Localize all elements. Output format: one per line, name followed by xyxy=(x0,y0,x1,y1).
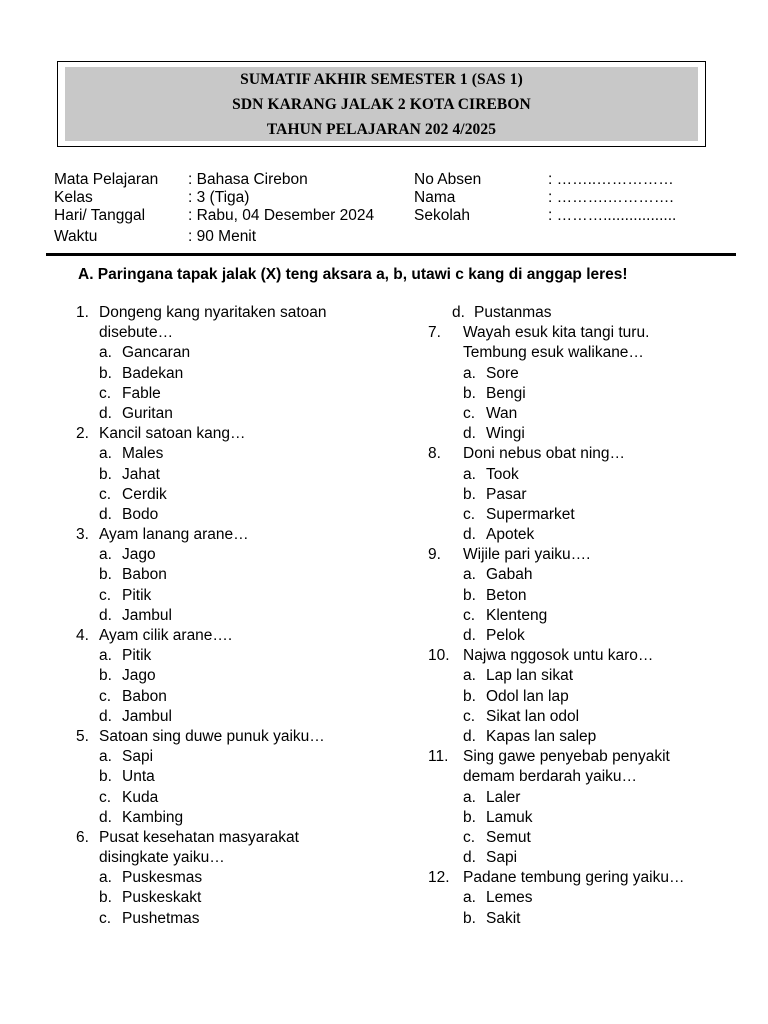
option-text: Wan xyxy=(486,404,518,422)
option-text: Cerdik xyxy=(122,485,167,503)
option-letter: d. xyxy=(99,707,112,725)
option-letter: b. xyxy=(463,808,476,826)
question-number: 1. xyxy=(76,304,89,321)
option-text: Pustanmas xyxy=(474,304,552,321)
option-text: Jago xyxy=(122,546,156,564)
question-text: Najwa nggosok untu karo… xyxy=(463,647,654,665)
option-letter: d. xyxy=(99,505,112,523)
question-text: Wijile pari yaiku…. xyxy=(463,546,591,564)
question-text: Padane tembung gering yaiku… xyxy=(463,869,685,887)
option-letter: b. xyxy=(463,384,476,402)
question-number: 10. xyxy=(428,647,450,665)
option-letter: c. xyxy=(463,505,476,523)
section-instruction: A. Paringana tapak jalak (X) teng aksara a, b, utawi c kang di anggap leres! xyxy=(78,266,628,283)
option-text: Pushetmas xyxy=(122,909,200,927)
option-text: Sapi xyxy=(486,849,518,867)
option-letter: a. xyxy=(463,667,476,685)
option-letter: a. xyxy=(463,566,476,584)
school-field[interactable]: : ………................. xyxy=(548,207,677,224)
option-letter: d. xyxy=(99,808,112,826)
header-banner xyxy=(65,67,698,141)
question-number: 7. xyxy=(428,324,441,342)
option-letter: d. xyxy=(463,849,476,867)
option-text: Kambing xyxy=(122,808,184,826)
option-letter: c. xyxy=(99,586,112,604)
option-text: Lamuk xyxy=(486,808,533,826)
option-text: Apotek xyxy=(486,526,535,544)
question-text: demam berdarah yaiku… xyxy=(463,768,638,786)
option-text: Gancaran xyxy=(122,344,191,362)
option-letter: d. xyxy=(452,304,465,321)
time-label: Waktu xyxy=(54,228,98,245)
question-number: 11. xyxy=(428,748,449,766)
question-number: 2. xyxy=(76,425,89,443)
exam-title: SUMATIF AKHIR SEMESTER 1 (SAS 1) xyxy=(240,70,523,88)
option-letter: b. xyxy=(99,667,112,685)
option-text: Gabah xyxy=(486,566,533,584)
option-letter: d. xyxy=(99,606,112,624)
option-text: Males xyxy=(122,445,164,463)
option-text: Pitik xyxy=(122,647,152,665)
option-text: Pasar xyxy=(486,485,527,503)
question-text: Tembung esuk walikane… xyxy=(463,344,644,362)
option-text: Wingi xyxy=(486,425,525,443)
option-letter: b. xyxy=(99,768,112,786)
option-letter: c. xyxy=(99,909,112,927)
option-text: Babon xyxy=(122,687,167,705)
option-letter: a. xyxy=(463,364,476,382)
option-letter: b. xyxy=(463,586,476,604)
option-text: Jahat xyxy=(122,465,160,483)
option-letter: b. xyxy=(463,485,476,503)
option-letter: d. xyxy=(463,627,476,644)
option-text: Klenteng xyxy=(486,606,548,624)
class-label: Kelas xyxy=(54,189,93,206)
option-letter: c. xyxy=(99,485,112,503)
option-text: Bengi xyxy=(486,384,526,402)
option-text: Supermarket xyxy=(486,505,575,523)
option-letter: b. xyxy=(463,687,476,705)
question-number: 9. xyxy=(428,546,441,564)
option-text: Odol lan lap xyxy=(486,687,569,705)
option-letter: c. xyxy=(463,606,476,624)
option-text: Took xyxy=(486,465,519,483)
question-text: Satoan sing duwe punuk yaiku… xyxy=(99,727,325,745)
option-letter: c. xyxy=(463,404,476,422)
option-text: Pelok xyxy=(486,627,525,644)
option-letter: a. xyxy=(99,748,112,766)
question-text: Dongeng kang nyaritaken satoan xyxy=(99,304,327,321)
option-text: Sore xyxy=(486,364,519,382)
question-number: 3. xyxy=(76,526,89,544)
option-text: Puskesmas xyxy=(122,869,203,887)
date-label: Hari/ Tanggal xyxy=(54,207,146,224)
academic-year: TAHUN PELAJARAN 202 4/2025 xyxy=(266,120,497,138)
option-text: Kapas lan salep xyxy=(486,727,597,745)
option-text: Jambul xyxy=(122,606,172,624)
class-value: : 3 (Tiga) xyxy=(188,189,250,206)
question-text: disebute… xyxy=(99,324,174,342)
absen-label: No Absen xyxy=(414,171,482,188)
subject-value: : Bahasa Cirebon xyxy=(188,171,308,188)
option-text: Fable xyxy=(122,384,161,402)
option-text: Semut xyxy=(486,828,531,846)
option-letter: d. xyxy=(463,727,476,745)
option-text: Lemes xyxy=(486,889,533,907)
option-letter: c. xyxy=(99,687,112,705)
option-letter: b. xyxy=(463,909,476,927)
option-letter: c. xyxy=(463,707,476,725)
option-text: Laler xyxy=(486,788,521,806)
option-letter: a. xyxy=(463,465,476,483)
option-letter: a. xyxy=(463,788,476,806)
option-letter: c. xyxy=(463,828,476,846)
option-text: Pitik xyxy=(122,586,152,604)
option-text: Jago xyxy=(122,667,156,685)
school-name: SDN KARANG JALAK 2 KOTA CIREBON xyxy=(232,95,531,113)
option-text: Lap lan sikat xyxy=(486,667,574,685)
question-number: 5. xyxy=(76,727,89,745)
option-text: Bodo xyxy=(122,505,159,523)
option-text: Sikat lan odol xyxy=(486,707,580,725)
school-label: Sekolah xyxy=(414,207,471,224)
option-letter: c. xyxy=(99,384,112,402)
option-letter: a. xyxy=(463,889,476,907)
question-text: Sing gawe penyebab penyakit xyxy=(463,748,670,766)
option-letter: d. xyxy=(99,404,112,422)
option-text: Sapi xyxy=(122,748,154,766)
question-text: Doni nebus obat ning… xyxy=(463,445,626,463)
option-letter: b. xyxy=(99,364,112,382)
option-text: Kuda xyxy=(122,788,159,806)
question-number: 8. xyxy=(428,445,441,463)
option-text: Jambul xyxy=(122,707,172,725)
option-letter: a. xyxy=(99,647,112,665)
question-text: Wayah esuk kita tangi turu. xyxy=(463,324,650,342)
option-text: Beton xyxy=(486,586,527,604)
question-number: 4. xyxy=(76,627,89,644)
subject-label: Mata Pelajaran xyxy=(54,171,159,188)
option-text: Babon xyxy=(122,566,167,584)
option-letter: b. xyxy=(99,465,112,483)
option-letter: d. xyxy=(463,526,476,544)
option-letter: a. xyxy=(99,445,112,463)
option-letter: a. xyxy=(99,869,112,887)
question-text: Ayam cilik arane…. xyxy=(99,627,233,644)
option-text: Sakit xyxy=(486,909,521,927)
option-letter: c. xyxy=(99,788,112,806)
time-value: : 90 Menit xyxy=(188,228,257,245)
option-letter: b. xyxy=(99,566,112,584)
option-text: Unta xyxy=(122,768,155,786)
option-letter: b. xyxy=(99,889,112,907)
option-text: Guritan xyxy=(122,404,173,422)
divider xyxy=(46,253,736,256)
option-letter: a. xyxy=(99,344,112,362)
name-label: Nama xyxy=(414,189,456,206)
question-number: 12. xyxy=(428,869,450,887)
option-letter: d. xyxy=(463,425,476,443)
option-letter: a. xyxy=(99,546,112,564)
question-text: disingkate yaiku… xyxy=(99,849,225,867)
option-text: Puskeskakt xyxy=(122,889,202,907)
name-field[interactable]: : ……….…………. xyxy=(548,189,674,206)
date-value: : Rabu, 04 Desember 2024 xyxy=(188,207,375,224)
question-text: Ayam lanang arane… xyxy=(99,526,249,544)
header-box xyxy=(57,61,706,147)
option-text: Badekan xyxy=(122,364,184,382)
question-text: Pusat kesehatan masyarakat xyxy=(99,828,299,846)
question-number: 6. xyxy=(76,828,89,846)
question-text: Kancil satoan kang… xyxy=(99,425,246,443)
absen-field[interactable]: : ……..…………… xyxy=(548,171,674,188)
